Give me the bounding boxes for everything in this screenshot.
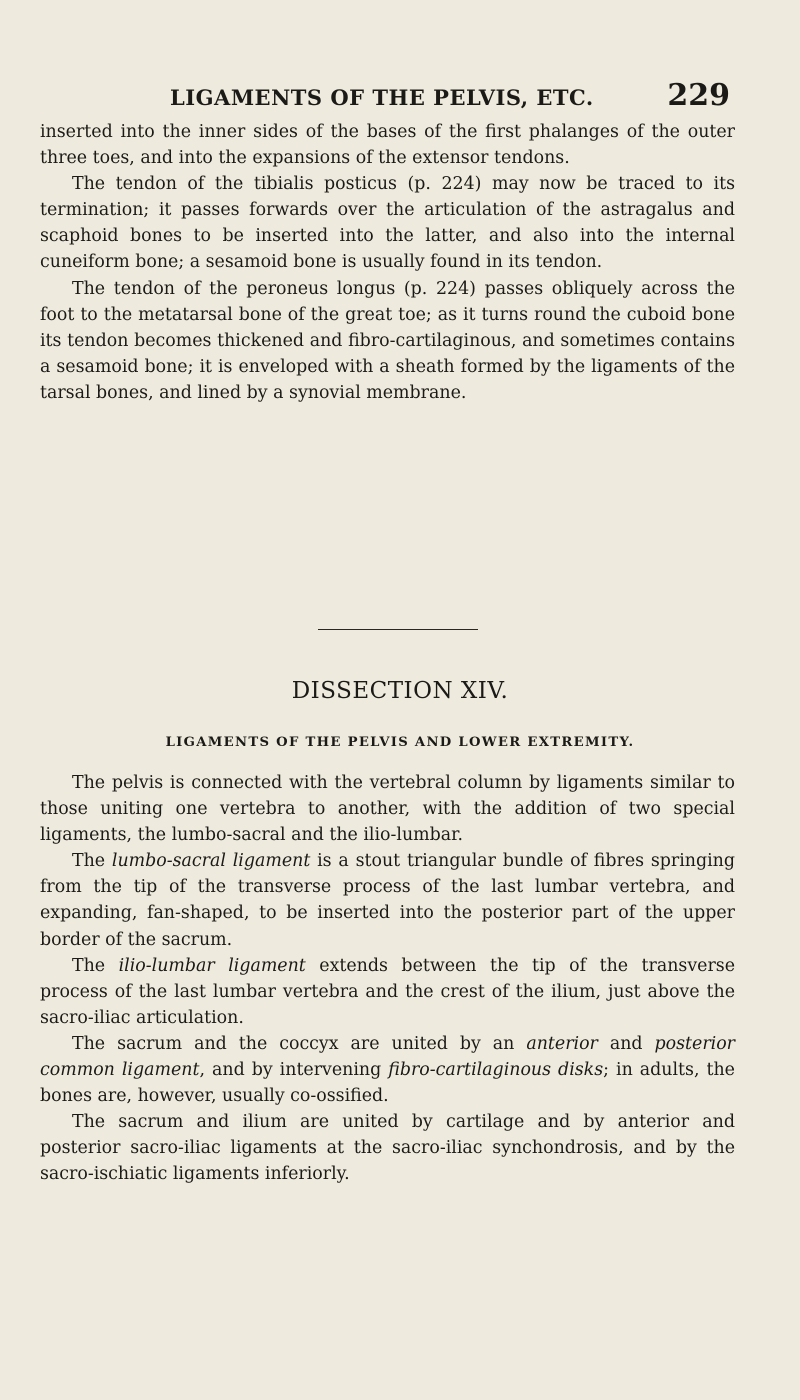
term-posterior-common-ligament: posterior common ligament: [40, 1033, 735, 1081]
paragraph-ilio-lumbar: [40, 953, 735, 1031]
term-lumbo-sacral-ligament: lumbo-sacral ligament: [111, 851, 311, 872]
dissection-title: DISSECTION XIV.: [291, 678, 509, 704]
text-run: , and by intervening: [199, 1060, 389, 1081]
term-ilio-lumbar-ligament: ilio-lumbar ligament: [118, 955, 306, 976]
dissection-text-block: [40, 770, 735, 1188]
text-run: The: [72, 955, 119, 976]
paragraph-sacrum-ilium: The sacrum and ilium are united by cartilage and by anterior and posterior sacro-iliac ligaments at the sacro-iliac synchondrosis, and by the sacro-ischiatic ligaments inferiorly.: [40, 1112, 735, 1185]
section-heading: LIGAMENTS OF THE PELVIS AND LOWER EXTREMITY.: [165, 735, 635, 750]
paragraph-continued: inserted into the inner sides of the bases of the first phalanges of the outer three toes, and into the expansions of the extensor tendons.: [40, 122, 735, 169]
text-run: extends between the tip of the transverse process of the last lumbar vertebra and the crest of the ilium, just above the sacro-iliac articulation.: [40, 955, 735, 1028]
term-anterior: anterior: [526, 1033, 598, 1054]
paragraph-pelvis-connection: The pelvis is connected with the vertebral column by ligaments similar to those uniting one vertebra to another, with the addition of two special ligaments, the lumbo-sacral and the ilio-lumbar.: [40, 773, 735, 846]
text-run: ; in adults, the bones are, however, usually co-ossified.: [40, 1060, 735, 1107]
text-run: and: [597, 1033, 655, 1054]
text-run: The: [72, 851, 112, 872]
term-fibro-cartilaginous-disks: fibro-cartilaginous disks: [388, 1060, 604, 1081]
paragraph-peroneus-longus: The tendon of the peroneus longus (p. 224) passes obliquely across the foot to the metatarsal bone of the great toe; as it turns round the cuboid bone its tendon becomes thickened and fibro-cartilaginous, and sometimes contains a sesamoid bone; it is enveloped with a sheath formed by the ligaments of the tarsal bones, and lined by a synovial membrane.: [40, 278, 735, 403]
paragraph-lumbo-sacral: [40, 848, 735, 952]
paragraph-tibialis-posticus: The tendon of the tibialis posticus (p. 224) may now be traced to its termination; it passes forwards over the articulation of the astragalus and scaphoid bones to be inserted into the latter, and also into the internal cuneiform bone; a sesamoid bone is usually found in its tendon.: [40, 174, 735, 273]
section-divider: [318, 629, 478, 630]
paragraph-sacrum-coccyx: [40, 1031, 735, 1109]
page-number: 229: [667, 78, 730, 113]
running-header: [170, 78, 730, 113]
text-run: The sacrum and the coccyx are united by an: [72, 1033, 527, 1054]
running-title: LIGAMENTS OF THE PELVIS, ETC.: [170, 85, 594, 110]
continued-text-block: [40, 119, 735, 406]
text-run: is a stout triangular bundle of fibres springing from the tip of the transverse process of the last lumbar vertebra, and expanding, fan-shaped, to be inserted into the posterior part of the upper border of the sacrum.: [40, 851, 735, 950]
